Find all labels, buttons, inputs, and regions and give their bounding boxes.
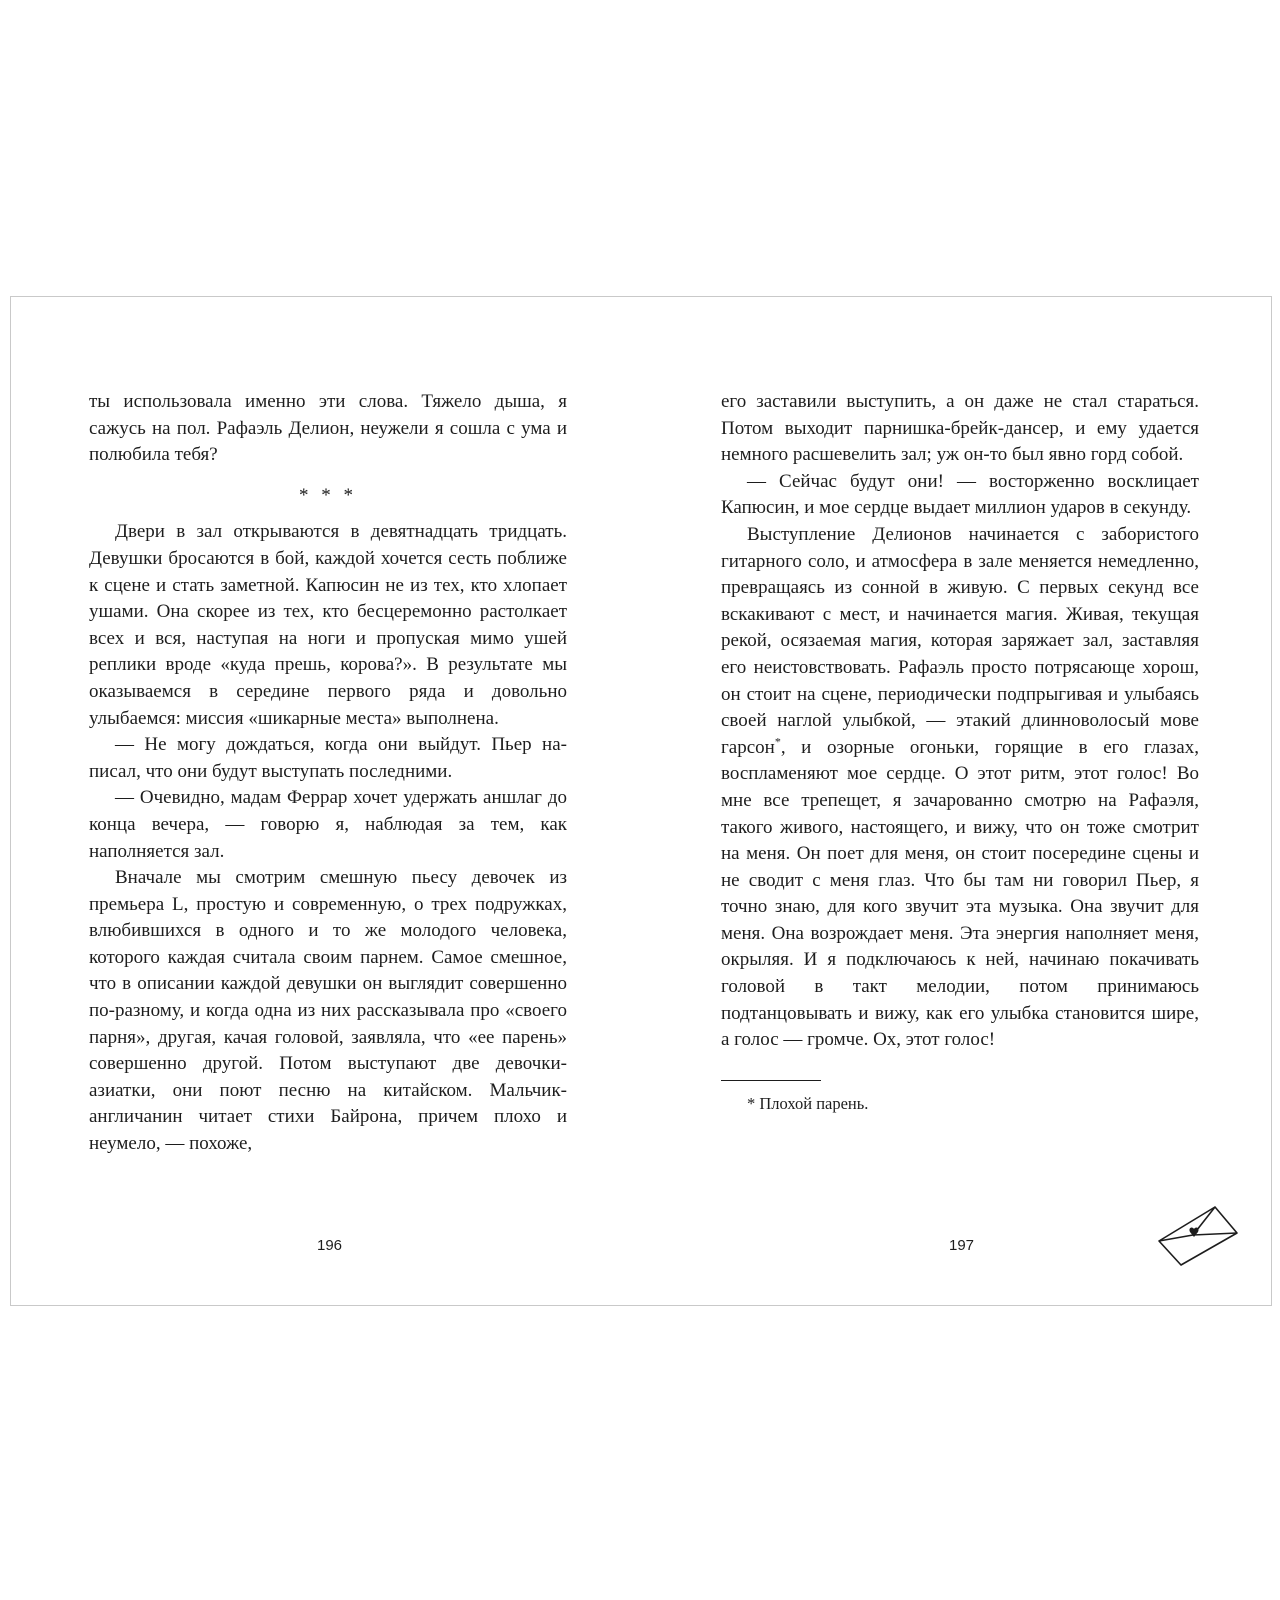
left-paragraph-3: — Очевидно, мадам Феррар хочет удержать аншлаг до конца вечера, — говорю я, наблюдая за тем, как наполняется зал. <box>89 787 567 862</box>
left-page-opening: ты использовала именно эти слова. Тяжело дыша, я сажусь на пол. Рафаэль Делион, неужели я сошла с ума и полюбила тебя? <box>89 391 567 466</box>
right-paragraph-2-main: Выступление Делионов начинается с забористого гитарного соло, и атмосфера в зале меняется немедленно, превращаясь из сонной в живую. С первых секунд все вскакивают с мест, и начинается магия. Живая, текущая рекой, осязаемая магия, которая заряжает зал, заставляя его неистовствовать. Рафаэль просто потрясающе хорош, он стоит на сцене, периодически подпрыгивая и улыбаясь своей наглой улыбкой, — этакий длинноволосый мове гарсон <box>721 523 1199 758</box>
left-paragraph-4: Вначале мы смотрим смешную пьесу девочек из премьера L, простую и современную, о трех подружках, влюбившихся в одного и то же молодого человека, которого каждая считала своим парнем. Самое смешное, что в описании каждой девушки он выглядит совершенно по-разному, и когда одна из них рассказывала про «своего парня», другая, качая головой, заявляла, что «ее парень» совершенно другой. Потом выступают две девочки-азиатки, они поют песню на китайском. Мальчик-англичанин читает стихи Байрона, причем плохо и неумело, — похоже, <box>89 867 567 1155</box>
left-page-text <box>89 389 567 1158</box>
footnote-divider <box>721 1080 821 1081</box>
right-page-opening: его заставили выступить, а он даже не стал стараться. Потом выходит парнишка-брейк-дансер, и ему удается немного расшевелить зал; уж он-то был явно горд собой. <box>721 391 1199 466</box>
right-paragraph-1: — Сейчас будут они! — восторженно восклицает Капюсин, и мое сердце выдает миллион ударов в секунду. <box>721 470 1199 519</box>
left-paragraph-1: Двери в зал открываются в девятнадцать тридцать. Девушки бросаются в бой, каждой хочется сесть поближе к сцене и стать заметной. Капюсин не из тех, кто хлопает ушами. Она скорее из тех, кто бесцеремонно растолкает всех и вся, наступая на ноги и пропуская мимо ушей реплики вроде «куда прешь, корова?». В результате мы оказываемся в середине первого ряда и довольно улыбаемся: миссия «шикарные места» выполнена. <box>89 521 567 729</box>
footnote-text: * Плохой парень. <box>747 1093 869 1113</box>
right-page-text <box>721 389 1199 1115</box>
page-number-right: 197 <box>949 1237 975 1254</box>
right-paragraph-2-continuation: , и озорные огоньки, горящие в его глазах, воспламеняют мое сердце. О этот ритм, этот голос! Во мне все трепещет, я зачарованно смотрю на Рафаэля, такого живого, настоящего, и вижу, что он тоже смотрит на меня. Он поет для меня, он стоит посередине сцены и не сводит с меня глаз. Что бы там ни говорил Пьер, я точно знаю, для кого звучит эта музыка. Она звучит для меня. Она возрождает меня. Эта энергия наполняет меня, окрыляя. И я подключаюсь к ней, начинаю покачивать головой в такт мелодии, потом принимаюсь подтанцовывать и вижу, как его улыбка становится шире, а голос — громче. Ох, этот голос! <box>721 736 1199 1051</box>
page-number-left: 196 <box>317 1237 343 1254</box>
book-spread <box>10 296 1272 1306</box>
section-break: * * * <box>299 484 357 506</box>
left-paragraph-2: — Не могу дождаться, когда они выйдут. Пьер написал, что они будут выступать последними. <box>89 734 567 782</box>
footnote-marker: * <box>774 734 781 749</box>
envelope-heart-icon <box>1157 1205 1239 1267</box>
right-paragraph-2 <box>721 522 1199 1054</box>
